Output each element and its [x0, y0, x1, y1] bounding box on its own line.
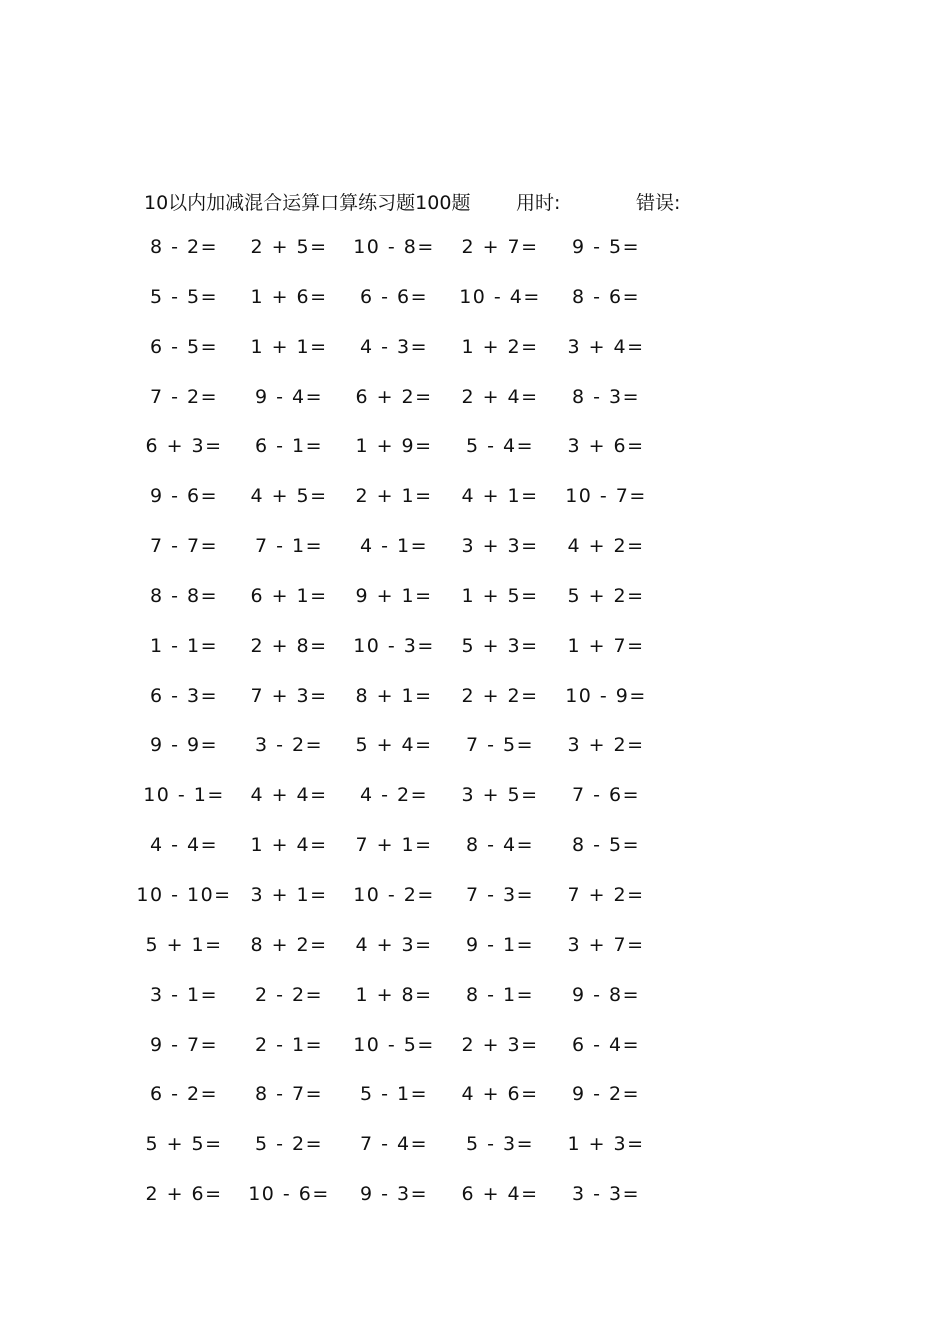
- problem-cell: 3 + 5=: [461, 784, 539, 807]
- problem-cell: 6 - 4=: [571, 1033, 641, 1056]
- problem-cell: 9 + 1=: [355, 584, 433, 607]
- problem-row: [0, 878, 950, 928]
- problem-cell: 2 + 6=: [145, 1183, 223, 1206]
- problem-cell: 6 - 5=: [149, 335, 219, 358]
- problem-row: [0, 579, 950, 629]
- problem-cell: 2 + 5=: [250, 236, 328, 258]
- problem-cell: 9 - 2=: [571, 1083, 641, 1106]
- problem-row: [0, 978, 950, 1028]
- problem-cell: 1 + 7=: [567, 634, 645, 657]
- problem-cell: 7 - 1=: [254, 535, 324, 558]
- problem-cell: 8 - 1=: [465, 983, 535, 1006]
- problem-row: [0, 1077, 950, 1127]
- time-label: 用时:: [516, 192, 561, 214]
- problem-cell: 2 - 1=: [254, 1033, 324, 1056]
- problem-cell: 7 + 2=: [567, 883, 645, 906]
- problem-cell: 1 + 6=: [250, 285, 328, 308]
- problem-cell: 8 - 7=: [254, 1083, 324, 1106]
- problem-row: [0, 828, 950, 878]
- problem-cell: 2 + 1=: [355, 485, 433, 508]
- problem-cell: 6 - 6=: [359, 285, 429, 308]
- problem-cell: 2 + 7=: [461, 236, 539, 258]
- problem-cell: 5 + 2=: [567, 584, 645, 607]
- problem-cell: 9 - 6=: [149, 485, 219, 508]
- problem-cell: 9 - 9=: [149, 734, 219, 757]
- problem-cell: 3 - 3=: [571, 1183, 641, 1206]
- problem-cell: 8 + 1=: [355, 684, 433, 707]
- problem-cell: 5 + 1=: [145, 933, 223, 956]
- problem-row: [0, 928, 950, 978]
- problem-cell: 1 + 3=: [567, 1133, 645, 1156]
- problem-cell: 5 + 5=: [145, 1133, 223, 1156]
- problem-cell: 7 - 4=: [359, 1133, 429, 1156]
- problem-row: [0, 280, 950, 330]
- problem-cell: 6 - 1=: [254, 435, 324, 458]
- problem-cell: 5 + 3=: [461, 634, 539, 657]
- problem-cell: 8 - 4=: [465, 834, 535, 857]
- problem-cell: 3 - 1=: [149, 983, 219, 1006]
- problem-cell: 1 + 4=: [250, 834, 328, 857]
- problem-cell: 8 - 2=: [149, 236, 219, 258]
- problem-row: [0, 230, 950, 280]
- problem-cell: 7 - 5=: [465, 734, 535, 757]
- problem-row: [0, 380, 950, 430]
- problem-cell: 6 - 3=: [149, 684, 219, 707]
- problem-cell: 1 + 5=: [461, 584, 539, 607]
- problem-cell: 4 + 6=: [461, 1083, 539, 1106]
- problem-cell: 2 + 3=: [461, 1033, 539, 1056]
- problem-cell: 4 - 4=: [149, 834, 219, 857]
- problem-cell: 10 - 1=: [143, 784, 225, 807]
- problem-cell: 4 - 1=: [359, 535, 429, 558]
- problem-row: [0, 429, 950, 479]
- problem-cell: 3 + 7=: [567, 933, 645, 956]
- problem-cell: 8 - 5=: [571, 834, 641, 857]
- problem-cell: 8 - 6=: [571, 285, 641, 308]
- problem-cell: 10 - 4=: [459, 285, 541, 308]
- problem-cell: 9 - 3=: [359, 1183, 429, 1206]
- problem-cell: 4 + 1=: [461, 485, 539, 508]
- problem-cell: 10 - 9=: [565, 684, 647, 707]
- problem-cell: 6 - 2=: [149, 1083, 219, 1106]
- problem-cell: 7 + 3=: [250, 684, 328, 707]
- problem-cell: 3 + 2=: [567, 734, 645, 757]
- problem-cell: 8 + 2=: [250, 933, 328, 956]
- problem-cell: 6 + 2=: [355, 385, 433, 408]
- problem-row: [0, 778, 950, 828]
- problem-cell: 1 + 1=: [250, 335, 328, 358]
- problem-cell: 9 - 7=: [149, 1033, 219, 1056]
- problem-cell: 6 + 1=: [250, 584, 328, 607]
- problem-cell: 4 + 3=: [355, 933, 433, 956]
- problem-cell: 3 + 4=: [567, 335, 645, 358]
- problem-cell: 10 - 10=: [136, 883, 232, 906]
- problem-cell: 5 - 5=: [149, 285, 219, 308]
- problem-cell: 8 - 8=: [149, 584, 219, 607]
- problem-cell: 5 - 2=: [254, 1133, 324, 1156]
- problem-cell: 5 - 1=: [359, 1083, 429, 1106]
- errors-label: 错误:: [636, 192, 681, 214]
- problem-cell: 9 - 4=: [254, 385, 324, 408]
- problem-cell: 10 - 3=: [353, 634, 435, 657]
- problem-cell: 7 - 2=: [149, 385, 219, 408]
- worksheet-header: [0, 184, 950, 216]
- problem-cell: 7 + 1=: [355, 834, 433, 857]
- problem-row: [0, 330, 950, 380]
- problem-cell: 9 - 1=: [465, 933, 535, 956]
- problem-cell: 4 + 4=: [250, 784, 328, 807]
- problem-row: [0, 1177, 950, 1227]
- problem-grid: [0, 230, 950, 1227]
- problem-cell: 3 + 3=: [461, 535, 539, 558]
- problem-row: [0, 629, 950, 679]
- problem-cell: 1 - 1=: [149, 634, 219, 657]
- problem-cell: 1 + 9=: [355, 435, 433, 458]
- problem-cell: 6 + 3=: [145, 435, 223, 458]
- problem-row: [0, 679, 950, 729]
- problem-row: [0, 1127, 950, 1177]
- problem-cell: 10 - 5=: [353, 1033, 435, 1056]
- problem-row: [0, 728, 950, 778]
- problem-cell: 10 - 8=: [353, 236, 435, 258]
- problem-cell: 4 + 2=: [567, 535, 645, 558]
- problem-cell: 2 - 2=: [254, 983, 324, 1006]
- problem-cell: 5 - 4=: [465, 435, 535, 458]
- problem-cell: 2 + 2=: [461, 684, 539, 707]
- problem-cell: 2 + 8=: [250, 634, 328, 657]
- problem-cell: 4 - 3=: [359, 335, 429, 358]
- problem-cell: 5 + 4=: [355, 734, 433, 757]
- problem-cell: 3 + 1=: [250, 883, 328, 906]
- problem-cell: 3 + 6=: [567, 435, 645, 458]
- problem-cell: 1 + 8=: [355, 983, 433, 1006]
- problem-cell: 5 - 3=: [465, 1133, 535, 1156]
- problem-cell: 1 + 2=: [461, 335, 539, 358]
- problem-cell: 10 - 7=: [565, 485, 647, 508]
- problem-cell: 8 - 3=: [571, 385, 641, 408]
- problem-row: [0, 529, 950, 579]
- problem-cell: 10 - 2=: [353, 883, 435, 906]
- problem-cell: 7 - 6=: [571, 784, 641, 807]
- problem-cell: 7 - 3=: [465, 883, 535, 906]
- problem-cell: 3 - 2=: [254, 734, 324, 757]
- problem-cell: 2 + 4=: [461, 385, 539, 408]
- worksheet-title: 10以内加减混合运算口算练习题100题: [144, 192, 471, 214]
- problem-cell: 4 - 2=: [359, 784, 429, 807]
- problem-cell: 4 + 5=: [250, 485, 328, 508]
- problem-cell: 9 - 5=: [571, 236, 641, 258]
- problem-cell: 9 - 8=: [571, 983, 641, 1006]
- problem-row: [0, 479, 950, 529]
- problem-cell: 7 - 7=: [149, 535, 219, 558]
- problem-cell: 10 - 6=: [248, 1183, 330, 1206]
- problem-row: [0, 1028, 950, 1078]
- problem-cell: 6 + 4=: [461, 1183, 539, 1206]
